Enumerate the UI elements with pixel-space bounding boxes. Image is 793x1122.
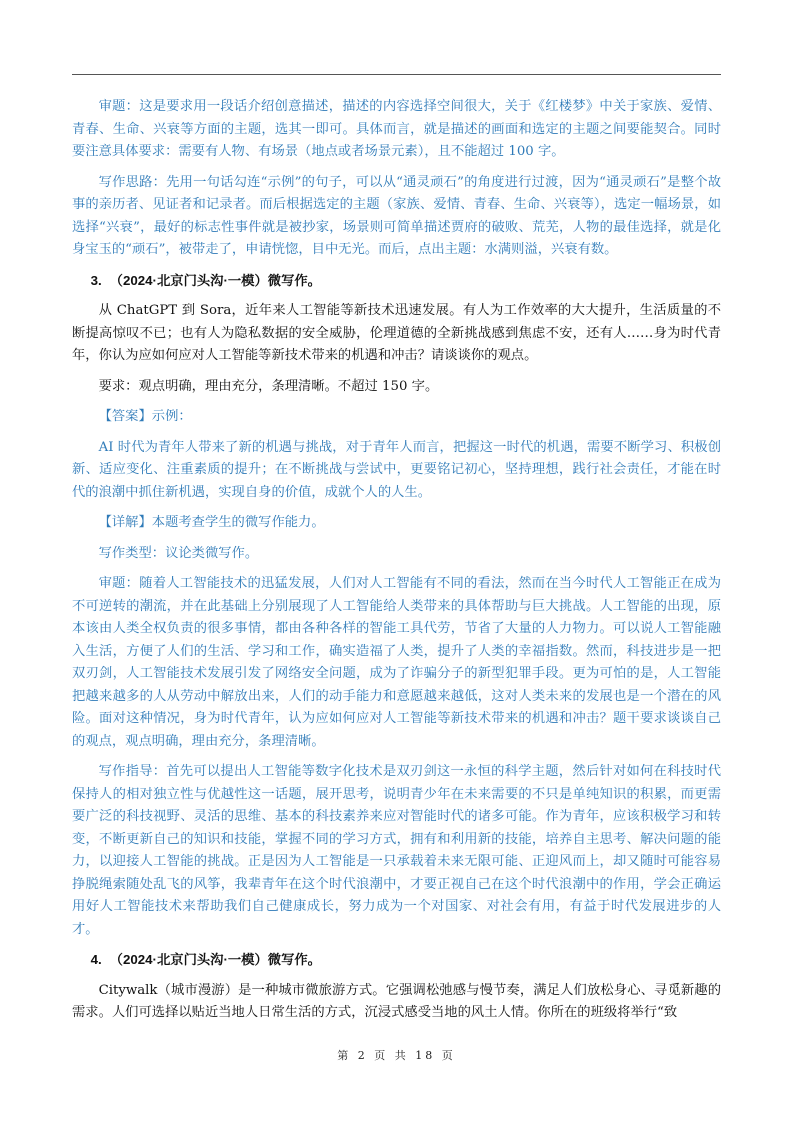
question-3-shenti: 审题：随着人工智能技术的迅猛发展，人们对人工智能有不同的看法，然而在当今时代人工智能正在成为不可逆转的潮流，并在此基础上分别展现了人工智能给人类带来的具体帮助与巨大挑战。人工智能的出现，原本该由人类全权负责的很多事情，都由各种各样的智能工具代劳，节省了大量的人力物力。可以说人工智能融入生活，方便了人们的生活、学习和工作，确实造福了人类，提升了人类的幸福指数。然而，科技进步是一把双刃剑，人工智能技术发展引发了网络安全问题，成为了诈骗分子的新型犯罪手段。更为可怕的是，人工智能把越来越多的人从劳动中解放出来，人们的动手能力和意愿越来越低，这对人类未来的发展也是一个潜在的风险。面对这种情况，身为时代青年，认为应如何应对人工智能等新技术带来的机遇和冲击？题干要求谈谈自己的观点，观点明确，理由充分，条理清晰。 bbox=[72, 576, 721, 749]
prev-shenti: 审题：这是要求用一段话介绍创意描述，描述的内容选择空间很大，关于《红楼梦》中关于家族、爱情、青春、生命、兴衰等方面的主题，选其一即可。具体而言，就是描述的画面和选定的主题之间要能契合。同时要注意具体要求：需要有人物、有场景（地点或者场景元素），且不能超过 100 字。 bbox=[72, 99, 721, 159]
question-3-title: （2024·北京门头沟·一模）微写作。 bbox=[109, 272, 321, 288]
question-3-heading bbox=[72, 270, 721, 293]
detail-label: 【详解】本题考查学生的微写作能力。 bbox=[98, 515, 325, 530]
question-4-heading bbox=[72, 949, 721, 972]
header-rule bbox=[72, 74, 721, 75]
question-3-prompt: 从 ChatGPT 到 Sora，近年来人工智能等新技术迅速发展。有人为工作效率的大大提升，生活质量的不断提高惊叹不已；也有人为隐私数据的安全威胁，伦理道德的全新挑战感到焦虑不安，还有人……身为时代青年，你认为应如何应对人工智能等新技术带来的机遇和冲击？请谈谈你的观点。 bbox=[72, 303, 721, 363]
question-4-title: （2024·北京门头沟·一模）微写作。 bbox=[109, 952, 321, 967]
question-4-number: 4. bbox=[90, 952, 102, 967]
writing-type: 写作类型：议论类微写作。 bbox=[98, 545, 259, 561]
page-content bbox=[72, 96, 721, 1025]
question-3-requirement: 要求：观点明确，理由充分，条理清晰。不超过 150 字。 bbox=[98, 378, 439, 394]
answer-label: 【答案】示例： bbox=[98, 409, 192, 424]
question-3-number: 3. bbox=[90, 272, 102, 288]
prev-writing-approach: 写作思路：先用一句话勾连“示例”的句子，可以从“通灵顽石”的角度进行过渡，因为“通灵顽石”是整个故事的亲历者、见证者和记录者。而后根据选定的主题（家族、爱情、青春、生命、兴衰等），选定一幅场景，如选择“兴衰”，最好的标志性事件就是被抄家，场景则可简单描述贾府的破败、荒芜，人物的最佳选择，就是化身宝玉的“顽石”，被带走了，申请恍惚，目中无光。而后，点出主题：水满则溢，兴衰有数。 bbox=[72, 174, 721, 257]
answer-text: AI 时代为青年人带来了新的机遇与挑战，对于青年人而言，把握这一时代的机遇，需要不断学习、积极创新、适应变化、注重素质的提升；在不断挑战与尝试中，更要铭记初心，坚持理想，践行社会责任，才能在时代的浪潮中抓住新机遇，实现自身的价值，成就个人的人生。 bbox=[72, 439, 721, 500]
page-footer: 第 2 页 共 18 页 bbox=[337, 1049, 456, 1062]
question-4-prompt: Citywalk（城市漫游）是一种城市微旅游方式。它强调松弛感与慢节奏，满足人们放松身心、寻觅新趣的需求。人们可选择以贴近当地人日常生活的方式，沉浸式感受当地的风土人情。你所在的班级将举行“致 bbox=[72, 982, 721, 1020]
writing-guide: 写作指导：首先可以提出人工智能等数字化技术是双刃剑这一永恒的科学主题，然后针对如何在科技时代保持人的相对独立性与优越性这一话题，展开思考，说明青少年在未来需要的不只是单纯知识的积累，而更需要广泛的科技视野、灵活的思维、基本的科技素养来应对智能时代的诸多可能。作为青年，应该积极学习和转变，不断更新自己的知识和技能，掌握不同的学习方式，拥有和利用新的技能，培养自主思考、解决问题的能力，以迎接人工智能的挑战。正是因为人工智能是一只承载着未来无限可能、正迎风而上，却又随时可能容易挣脱绳索随处乱飞的风筝，我辈青年在这个时代浪潮中，才要正视自己在这个时代浪潮中的作用，学会正确运用好人工智能技术来帮助我们自己健康成长，努力成为一个对国家、对社会有用，有益于时代发展进步的人才。 bbox=[72, 764, 721, 937]
